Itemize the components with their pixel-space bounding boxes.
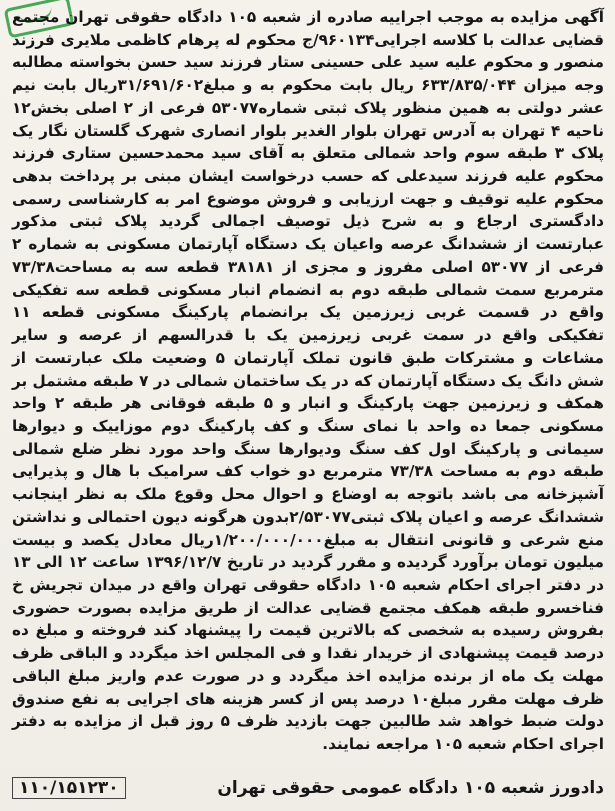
notice-body: آگهی مزایده به موجب اجراییه صادره از شعبه ۱۰۵ دادگاه حقوقی تهران مجتمع قضایی عدالت با کلاسه اجرایی۹۶۰۱۳۴/ج محکوم له پرهام کاظمی ملایری فرزند منصور و محکوم علیه سید علی حسینی ستار فرزند سید حسن بخواسته مطالبه وجه میزان ۶۳۳/۸۳۵/۰۴۴ ریال بابت محکوم به و مبلغ۳۱/۶۹۱/۶۰۲ریال بابت نیم عشر دولتی به همین منظور پلاک ثبتی شماره۵۳۰۷۷ فرعی از ۲ اصلی بخش۱۲ ناحیه ۴ تهران به آدرس تهران بلوار الغدیر بلوار انصاری شهرک گلستان نگار یک پلاک ۳ طبقه سوم واحد شمالی متعلق به آقای سید محمدحسین ستاری فرزند محکوم علیه فرزند سیدعلی که حسب درخواست ایشان مبنی بر پرداخت بدهی محکوم علیه توقیف و جهت ارزیابی و فروش موضوع امر به کارشناسی رسمی دادگستری ارجاع و به شرح ذیل توصیف اجمالی گردید پلاک ثبتی مذکور عبارتست از ششدانگ عرصه واعیان یک دستگاه آپارتمان مسکونی به شماره ۲ فرعی از ۵۳۰۷۷ اصلی مفروز و مجزی از ۳۸۱۸۱ قطعه سه به مساحت۷۳/۳۸ مترمربع سمت شمالی طبقه دوم به انضمام انبار مسکونی قطعه سه تفکیکی واقع در قسمت غربی زیرزمین یک برانضمام پارکینگ مسکونی قطعه ۱۱ تفکیکی واقع در سمت غربی زیرزمین یک با قدرالسهم از عرصه و سایر مشاعات و مشترکات طبق قانون تملک آپارتمان ۵ وضعیت ملک عبارتست از شش دانگ یک دستگاه آپارتمان که در یک ساختمان شمالی در ۷ طبقه مشتمل بر همکف و زیرزمین جهت پارکینگ و انبار و ۵ طبقه فوقانی هر طبقه ۲ واحد مسکونی جمعا ده واحد با نمای سنگ و کف پارکینگ دوم موزاییک و دیوارها سیمانی و پارکینگ اول کف سنگ ودیوارها سنگ واحد مورد نظر ضلع شمالی طبقه دوم به مساحت ۷۳/۳۸ مترمربع دو خواب کف سرامیک با هال و پذیرایی آشپزخانه می باشد باتوجه به اوضاع و احوال محل وقوع ملک به نظر اینجانب ششدانگ عرصه و اعیان پلاک ثبتی۲/۵۳۰۷۷بدون هرگونه دیون احتمالی و نداشتن منع شرعی و قانونی انتقال به مبلغ۱/۲۰۰/۰۰۰/۰۰۰ریال معادل یکصد و بیست میلیون تومان برآورد گردیده و مقرر گردید در تاریخ ۱۳۹۶/۱۲/۷ ساعت ۱۲ الی ۱۳ در دفتر اجرای احکام شعبه ۱۰۵ دادگاه حقوقی تهران واقع در میدان تجریش خ فناخسرو طبقه همکف مجتمع قضایی عدالت از طریق مزایده بصورت حضوری بفروش رسیده به شخصی که بالاترین قیمت را پیشنهاد کند فروخته و مبلغ ده درصد قیمت پیشنهادی از خریدار نقدا و فی المجلس اخذ میگردد و الباقی ظرف مهلت یک ماه از برنده مزایده اخذ میگردد و در صورت عدم واریز مبلغ الباقی ظرف مهلت مقرر مبلغ۱۰ درصد پس از کسر هزینه های اجرایی به نفع صندوق دولت ضبط خواهد شد طالبین جهت بازدید ظرف ۵ روز قبل از مزایده به دفتر اجرای احکام شعبه ۱۰۵ مراجعه نمایند. <box>12 8 605 753</box>
notice-footer <box>12 773 604 803</box>
notice-code: ۱۱۰/۱۵۱۲۳۰ <box>12 777 126 799</box>
signature-line: دادورز شعبه ۱۰۵ دادگاه عمومی حقوقی تهران <box>217 778 604 798</box>
auction-notice <box>12 6 604 756</box>
